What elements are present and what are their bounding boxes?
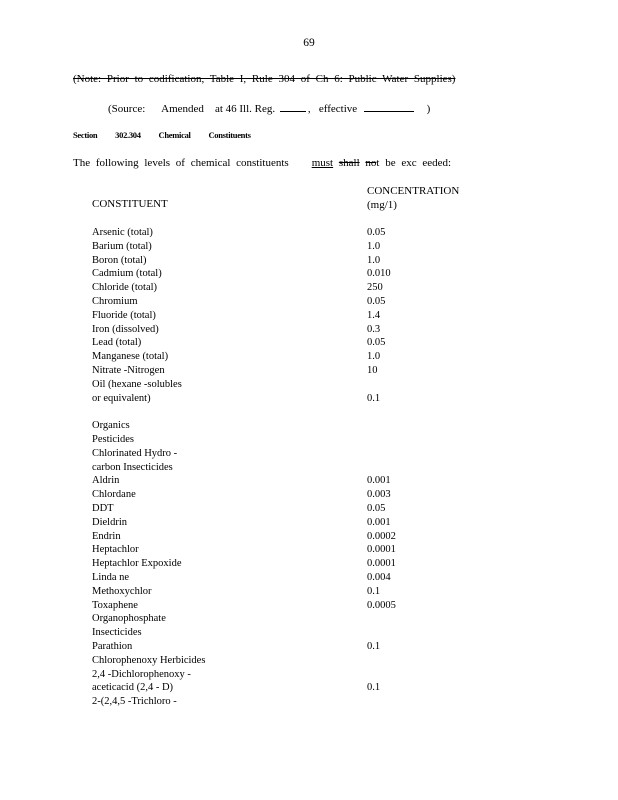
table-row [0, 433, 618, 447]
constituent-name: Chlordane [92, 489, 136, 501]
table-row [0, 240, 618, 254]
concentration-value: 0.001 [367, 516, 391, 528]
source-prefix: (Source: [108, 103, 146, 115]
table-row [0, 640, 618, 654]
intro-sentence [73, 157, 451, 169]
table-row [0, 364, 618, 378]
section-title-1: Chemical [158, 130, 191, 140]
concentration-value: 0.001 [367, 475, 391, 487]
intro-text: The following levels of chemical constituents [73, 157, 289, 169]
table-row [0, 654, 618, 668]
constituent-name: aceticacid (2,4 - D) [92, 682, 174, 694]
concentration-value: 0.1 [367, 682, 381, 694]
constituent-name: Boron (total) [92, 254, 147, 266]
constituent-header: CONSTITUENT [92, 198, 168, 210]
concentration-value: 0.0001 [367, 558, 396, 570]
register-page-blank [280, 101, 306, 112]
table-row [0, 612, 618, 626]
constituent-table [0, 226, 618, 709]
concentration-header-line1: CONCENTRATION [367, 185, 460, 197]
constituent-name: Insecticides [92, 627, 142, 639]
concentration-value: 0.003 [367, 489, 391, 501]
constituent-name: Chlorophenoxy Herbicides [92, 654, 206, 666]
table-row [0, 405, 618, 419]
table-row [0, 543, 618, 557]
concentration-header-line2: (mg/1) [367, 199, 397, 211]
concentration-value: 0.0002 [367, 530, 396, 542]
constituent-name: Oil (hexane -solubles [92, 378, 182, 390]
table-row [0, 516, 618, 530]
constituent-name: Linda ne [92, 571, 130, 583]
source-amended: Amended [161, 103, 204, 115]
table-row [0, 681, 618, 695]
table-row [0, 378, 618, 392]
constituent-name: Fluoride (total) [92, 309, 156, 321]
table-row [0, 392, 618, 406]
source-note: (Source: Amended at 46 Ill. Reg. , effective ) [108, 103, 431, 115]
concentration-value: 0.010 [367, 268, 391, 280]
constituent-name: Parathion [92, 640, 133, 652]
constituent-name: Heptachlor Expoxide [92, 558, 182, 570]
table-row [0, 571, 618, 585]
table-row [0, 336, 618, 350]
table-row [0, 488, 618, 502]
table-row [0, 461, 618, 475]
struck-codification-note: (Note: Prior to codification, Table I, Rule 304 of Ch 6: Public Water Supplies) [73, 73, 456, 85]
constituent-name: Iron (dissolved) [92, 323, 159, 335]
constituent-name: Aldrin [92, 475, 120, 487]
deleted-text: shall [338, 157, 360, 169]
table-row [0, 309, 618, 323]
concentration-value: 0.1 [367, 392, 381, 404]
source-register: at 46 Ill. Reg. [214, 103, 276, 115]
table-row [0, 530, 618, 544]
concentration-value: 0.0001 [367, 544, 396, 556]
table-row [0, 254, 618, 268]
constituent-name: DDT [92, 502, 114, 514]
concentration-value: 0.05 [367, 295, 386, 307]
effective-date-blank [364, 101, 414, 112]
constituent-name: Manganese (total) [92, 351, 169, 363]
concentration-value: 1.4 [367, 309, 381, 321]
concentration-header [367, 184, 459, 212]
table-row [0, 557, 618, 571]
table-row [0, 695, 618, 709]
deleted-text-2: no [365, 157, 377, 169]
concentration-value: 10 [367, 364, 378, 376]
constituent-name: Heptachlor [92, 544, 139, 556]
table-row [0, 626, 618, 640]
section-number: 302.304 [115, 130, 141, 140]
constituent-name: Methoxychlor [92, 585, 152, 597]
table-row [0, 295, 618, 309]
constituent-name: Nitrate -Nitrogen [92, 364, 165, 376]
table-row [0, 226, 618, 240]
concentration-value: 1.0 [367, 351, 381, 363]
concentration-value: 0.05 [367, 227, 386, 238]
table-row [0, 585, 618, 599]
section-heading [73, 130, 267, 140]
concentration-value: 0.004 [367, 571, 391, 583]
inserted-text: must [311, 157, 334, 169]
constituent-name: Lead (total) [92, 337, 142, 349]
constituent-name: Chromium [92, 295, 138, 307]
concentration-value: 1.0 [367, 240, 381, 252]
section-label: Section [73, 130, 98, 140]
table-row [0, 267, 618, 281]
section-title-2: Constituents [208, 130, 251, 140]
table-row [0, 668, 618, 682]
constituent-name: Barium (total) [92, 240, 152, 252]
table-row [0, 502, 618, 516]
concentration-value: 0.05 [367, 337, 386, 349]
source-suffix: ) [426, 103, 431, 115]
constituent-name: Organics [92, 420, 130, 432]
constituent-name: Arsenic (total) [92, 227, 153, 238]
constituent-name: Dieldrin [92, 516, 127, 528]
table-row [0, 323, 618, 337]
constituent-name: Toxaphene [92, 599, 138, 611]
page-number: 69 [303, 37, 315, 49]
constituent-name: 2-(2,4,5 -Trichloro - [92, 696, 177, 708]
constituent-name: carbon Insecticides [92, 461, 173, 473]
table-row [0, 474, 618, 488]
table-row [0, 281, 618, 295]
concentration-value: 0.0005 [367, 599, 396, 611]
concentration-value: 250 [367, 282, 383, 294]
table-row [0, 419, 618, 433]
constituent-name: Organophosphate [92, 613, 166, 625]
constituent-name: Pesticides [92, 433, 134, 445]
table-row [0, 350, 618, 364]
source-effective: effective [318, 103, 358, 115]
constituent-name: Chloride (total) [92, 282, 158, 294]
concentration-value: 1.0 [367, 254, 381, 266]
concentration-value: 0.3 [367, 323, 381, 335]
constituent-name: 2,4 -Dichlorophenoxy - [92, 668, 191, 680]
intro-text-end: t be exc eeded: [376, 157, 452, 169]
table-row [0, 447, 618, 461]
concentration-value: 0.1 [367, 585, 381, 597]
constituent-name: or equivalent) [92, 392, 151, 404]
concentration-value: 0.05 [367, 502, 386, 514]
constituent-name: Chlorinated Hydro - [92, 447, 178, 459]
constituent-name: Endrin [92, 530, 121, 542]
concentration-value: 0.1 [367, 640, 381, 652]
constituent-name: Cadmium (total) [92, 268, 162, 280]
table-row [0, 599, 618, 613]
